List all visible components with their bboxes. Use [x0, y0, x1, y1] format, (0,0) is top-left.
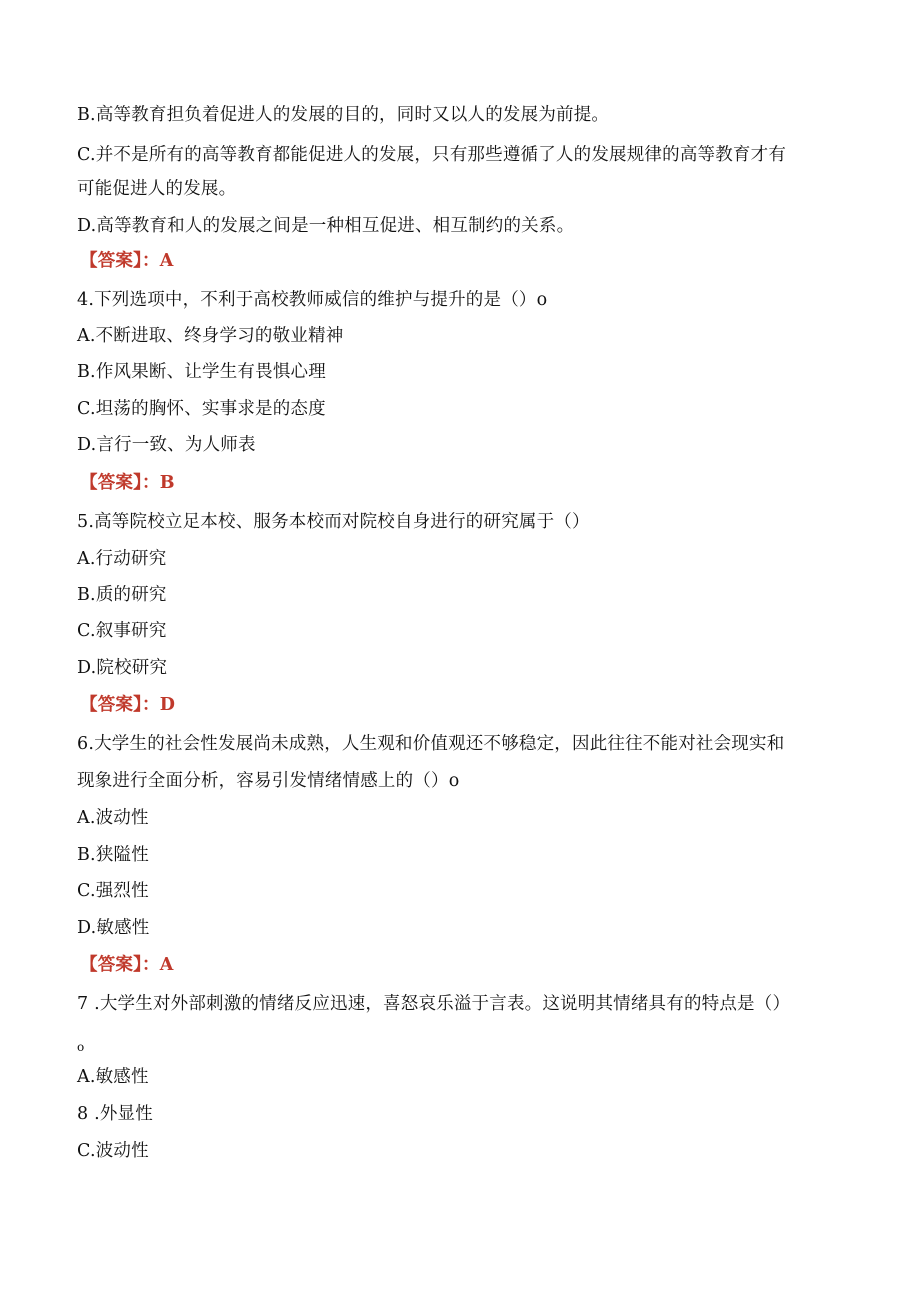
q6-stem-line1: 6.大学生的社会性发展尚未成熟，人生观和价值观还不够稳定，因此往往不能对社会现实和: [77, 734, 785, 754]
q3-answer: 【答案】：A: [80, 251, 174, 271]
q7-option-c: C.波动性: [77, 1141, 149, 1161]
q3-option-c-line2: 可能促进人的发展。: [77, 179, 237, 199]
q5-option-d: D.院校研究: [77, 658, 168, 678]
q4-stem: 4.下列选项中，不利于高校教师威信的维护与提升的是（）o: [77, 290, 548, 310]
q5-answer: 【答案】：D: [80, 695, 176, 715]
q3-option-d: D.高等教育和人的发展之间是一种相互促进、相互制约的关系。: [77, 216, 575, 236]
q6-option-b: B.狭隘性: [77, 845, 149, 865]
q5-option-c: C.叙事研究: [77, 621, 167, 641]
q5-option-b: B.质的研究: [77, 585, 167, 605]
q4-option-b: B.作风果断、让学生有畏惧心理: [77, 362, 326, 382]
q3-option-b: B.高等教育担负着促进人的发展的目的，同时又以人的发展为前提。: [77, 105, 610, 125]
q5-stem: 5.高等院校立足本校、服务本校而对院校自身进行的研究属于（）: [77, 512, 590, 532]
q3-option-c-line1: C.并不是所有的高等教育都能促进人的发展，只有那些遵循了人的发展规律的高等教育才有: [77, 145, 787, 165]
q6-stem-line2: 现象进行全面分析，容易引发情绪情感上的（）o: [77, 771, 460, 791]
q7-option-a: A.敏感性: [77, 1067, 149, 1087]
q6-option-c: C.强烈性: [77, 881, 149, 901]
q4-answer: 【答案】：B: [80, 473, 175, 493]
q4-option-d: D.言行一致、为人师表: [77, 435, 256, 455]
q4-option-c: C.坦荡的胸怀、实事求是的态度: [77, 399, 326, 419]
q7-stem-line1: 7 .大学生对外部刺激的情绪反应迅速，喜怒哀乐溢于言表。这说明其情绪具有的特点是（）: [77, 994, 791, 1014]
q4-option-a: A.不断进取、终身学习的敬业精神: [77, 326, 344, 346]
q6-option-d: D.敏感性: [77, 918, 150, 938]
q7-stem-line2: o: [77, 1040, 85, 1054]
q7-option-b: 8 .外显性: [77, 1104, 153, 1124]
q5-option-a: A.行动研究: [77, 549, 167, 569]
q6-answer: 【答案】：A: [80, 955, 174, 975]
q6-option-a: A.波动性: [77, 808, 149, 828]
